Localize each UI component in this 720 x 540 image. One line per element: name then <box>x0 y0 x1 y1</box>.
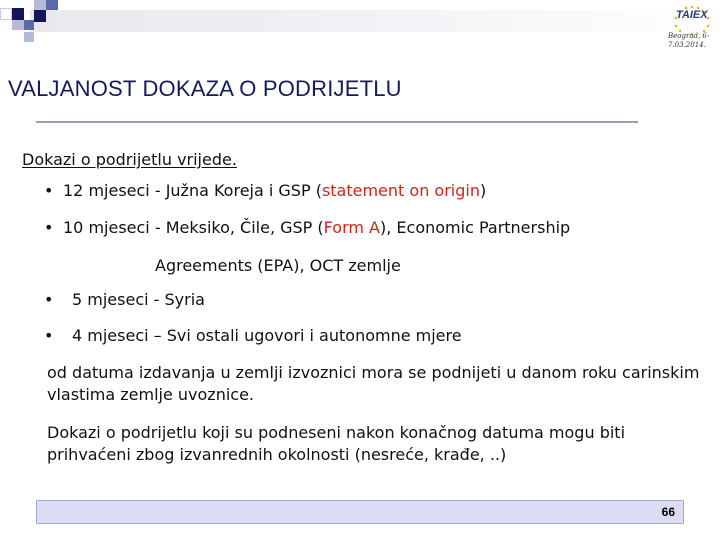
bullet-item <box>63 218 570 237</box>
place-date: Beograd, 6-7.03.2014. <box>668 32 710 49</box>
bullet-item: 4 mjeseci – Svi ostali ugovori i autonomne mjere <box>72 326 462 345</box>
decor-square <box>12 8 24 20</box>
bullet-highlight: statement on origin <box>321 181 480 200</box>
bullet-text: 10 mjeseci - Meksiko, Čile, GSP ( <box>63 218 324 237</box>
bullet-item <box>63 181 486 200</box>
footer-bar <box>36 500 684 524</box>
header-band <box>30 10 720 32</box>
decor-square <box>12 20 24 30</box>
bullet-text: ), Economic Partnership <box>380 218 571 237</box>
decor-square <box>34 0 46 10</box>
slide-title: VALJANOST DOKAZA O PODRIJETLU <box>8 76 402 101</box>
bullet-text: 12 mjeseci - Južna Koreja i GSP ( <box>63 181 322 200</box>
bullet-marker: • <box>44 181 54 200</box>
paragraph: od datuma izdavanja u zemlji izvoznici mora se podnijeti u danom roku carinskim vlastima zemlje uvoznice. <box>47 363 700 404</box>
bullet-marker: • <box>44 290 54 309</box>
title-divider <box>36 121 638 123</box>
bullet-continuation: Agreements (EPA), OCT zemlje <box>155 256 401 275</box>
decor-square <box>34 10 46 22</box>
taiex-logo-text: TAIEX <box>676 9 708 21</box>
bullet-marker: • <box>44 218 54 237</box>
intro-text: Dokazi o podrijetlu vrijede. <box>22 150 237 169</box>
decor-square <box>24 20 34 30</box>
bullet-marker: • <box>44 326 54 345</box>
bullet-text: ) <box>479 181 487 200</box>
decor-square <box>46 0 58 10</box>
bullet-item: 5 mjeseci - Syria <box>72 290 205 309</box>
decor-square <box>24 32 34 42</box>
bullet-highlight: Form A <box>323 218 380 237</box>
decor-square <box>0 8 12 20</box>
page-number: 66 <box>661 505 675 519</box>
paragraph: Dokazi o podrijetlu koji su podneseni nakon konačnog datuma mogu biti prihvaćeni zbog izvanrednih okolnosti (nesreće, krađe, ..) <box>47 423 626 464</box>
